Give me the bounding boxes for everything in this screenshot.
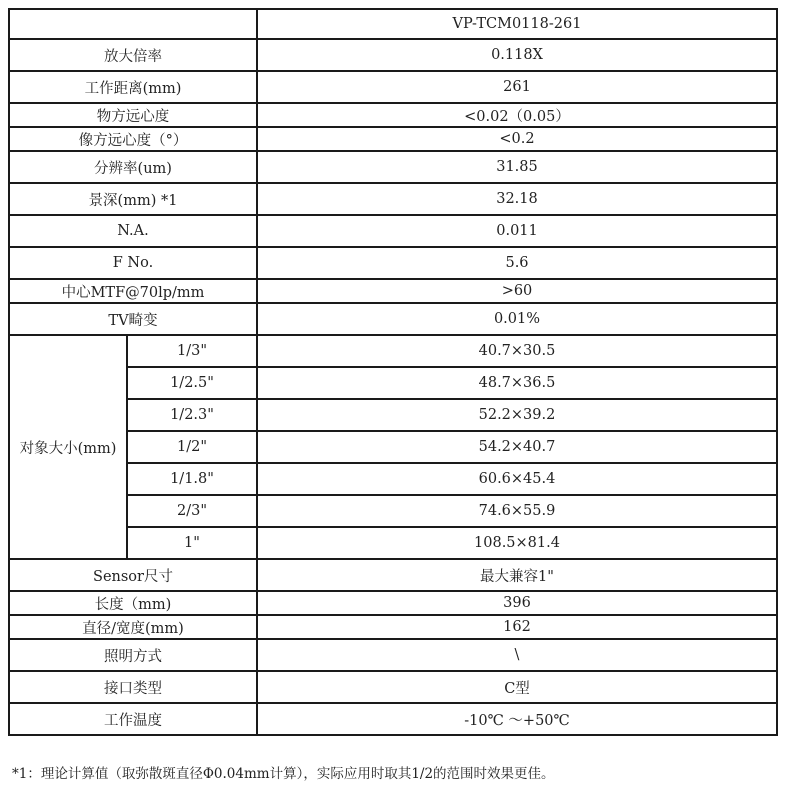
table-row — [9, 215, 777, 247]
spec-value: \ — [257, 639, 777, 671]
object-size-value: 48.7×36.5 — [257, 367, 777, 399]
sensor-size: 1" — [127, 527, 257, 559]
spec-value: -10℃ ～+50℃ — [257, 703, 777, 735]
object-size-value: 60.6×45.4 — [257, 463, 777, 495]
table-row — [9, 279, 777, 303]
spec-table — [8, 8, 778, 736]
model-name: VP-TCM0118-261 — [257, 9, 777, 39]
spec-label: 放大倍率 — [9, 39, 257, 71]
footnote: *1：理论计算值（取弥散斑直径Φ0.04mm计算），实际应用时取其1/2的范围时效果更佳。 — [12, 766, 555, 782]
table-row — [9, 71, 777, 103]
sensor-size: 1/2.5" — [127, 367, 257, 399]
object-size-value: 52.2×39.2 — [257, 399, 777, 431]
object-size-value: 54.2×40.7 — [257, 431, 777, 463]
table-row — [9, 615, 777, 639]
table-row — [9, 151, 777, 183]
spec-label: N.A. — [9, 215, 257, 247]
sensor-size: 2/3" — [127, 495, 257, 527]
spec-label: TV畸变 — [9, 303, 257, 335]
spec-label: 像方远心度（°） — [9, 127, 257, 151]
table-row — [9, 335, 777, 367]
spec-label: 景深(mm) *1 — [9, 183, 257, 215]
spec-value: 最大兼容1" — [257, 559, 777, 591]
object-size-label: 对象大小(mm) — [9, 335, 127, 559]
object-size-value: 74.6×55.9 — [257, 495, 777, 527]
table-row — [9, 303, 777, 335]
table-row — [9, 703, 777, 735]
spec-value: 0.011 — [257, 215, 777, 247]
spec-value: 0.01% — [257, 303, 777, 335]
spec-label: 中心MTF@70lp/mm — [9, 279, 257, 303]
table-row — [9, 559, 777, 591]
object-size-value: 108.5×81.4 — [257, 527, 777, 559]
spec-value: C型 — [257, 671, 777, 703]
table-row — [9, 103, 777, 127]
sensor-size: 1/2.3" — [127, 399, 257, 431]
table-row — [9, 39, 777, 71]
spec-label: 照明方式 — [9, 639, 257, 671]
spec-value: 0.118X — [257, 39, 777, 71]
table-row — [9, 247, 777, 279]
spec-value: 261 — [257, 71, 777, 103]
spec-value: 396 — [257, 591, 777, 615]
spec-label: F No. — [9, 247, 257, 279]
table-row — [9, 639, 777, 671]
table-row — [9, 591, 777, 615]
spec-value: <0.2 — [257, 127, 777, 151]
spec-value: 32.18 — [257, 183, 777, 215]
spec-label: Sensor尺寸 — [9, 559, 257, 591]
table-row — [9, 671, 777, 703]
header-label-cell — [9, 9, 257, 39]
spec-value: 5.6 — [257, 247, 777, 279]
spec-value: 162 — [257, 615, 777, 639]
spec-value: 31.85 — [257, 151, 777, 183]
sensor-size: 1/3" — [127, 335, 257, 367]
spec-value: <0.02（0.05） — [257, 103, 777, 127]
table-row — [9, 127, 777, 151]
sensor-size: 1/2" — [127, 431, 257, 463]
spec-label: 直径/宽度(mm) — [9, 615, 257, 639]
sensor-size: 1/1.8" — [127, 463, 257, 495]
table-row — [9, 183, 777, 215]
spec-label: 长度（mm) — [9, 591, 257, 615]
spec-label: 接口类型 — [9, 671, 257, 703]
spec-value: >60 — [257, 279, 777, 303]
object-size-value: 40.7×30.5 — [257, 335, 777, 367]
spec-label: 工作距离(mm) — [9, 71, 257, 103]
spec-label: 物方远心度 — [9, 103, 257, 127]
spec-label: 分辨率(um) — [9, 151, 257, 183]
spec-label: 工作温度 — [9, 703, 257, 735]
table-row — [9, 9, 777, 39]
